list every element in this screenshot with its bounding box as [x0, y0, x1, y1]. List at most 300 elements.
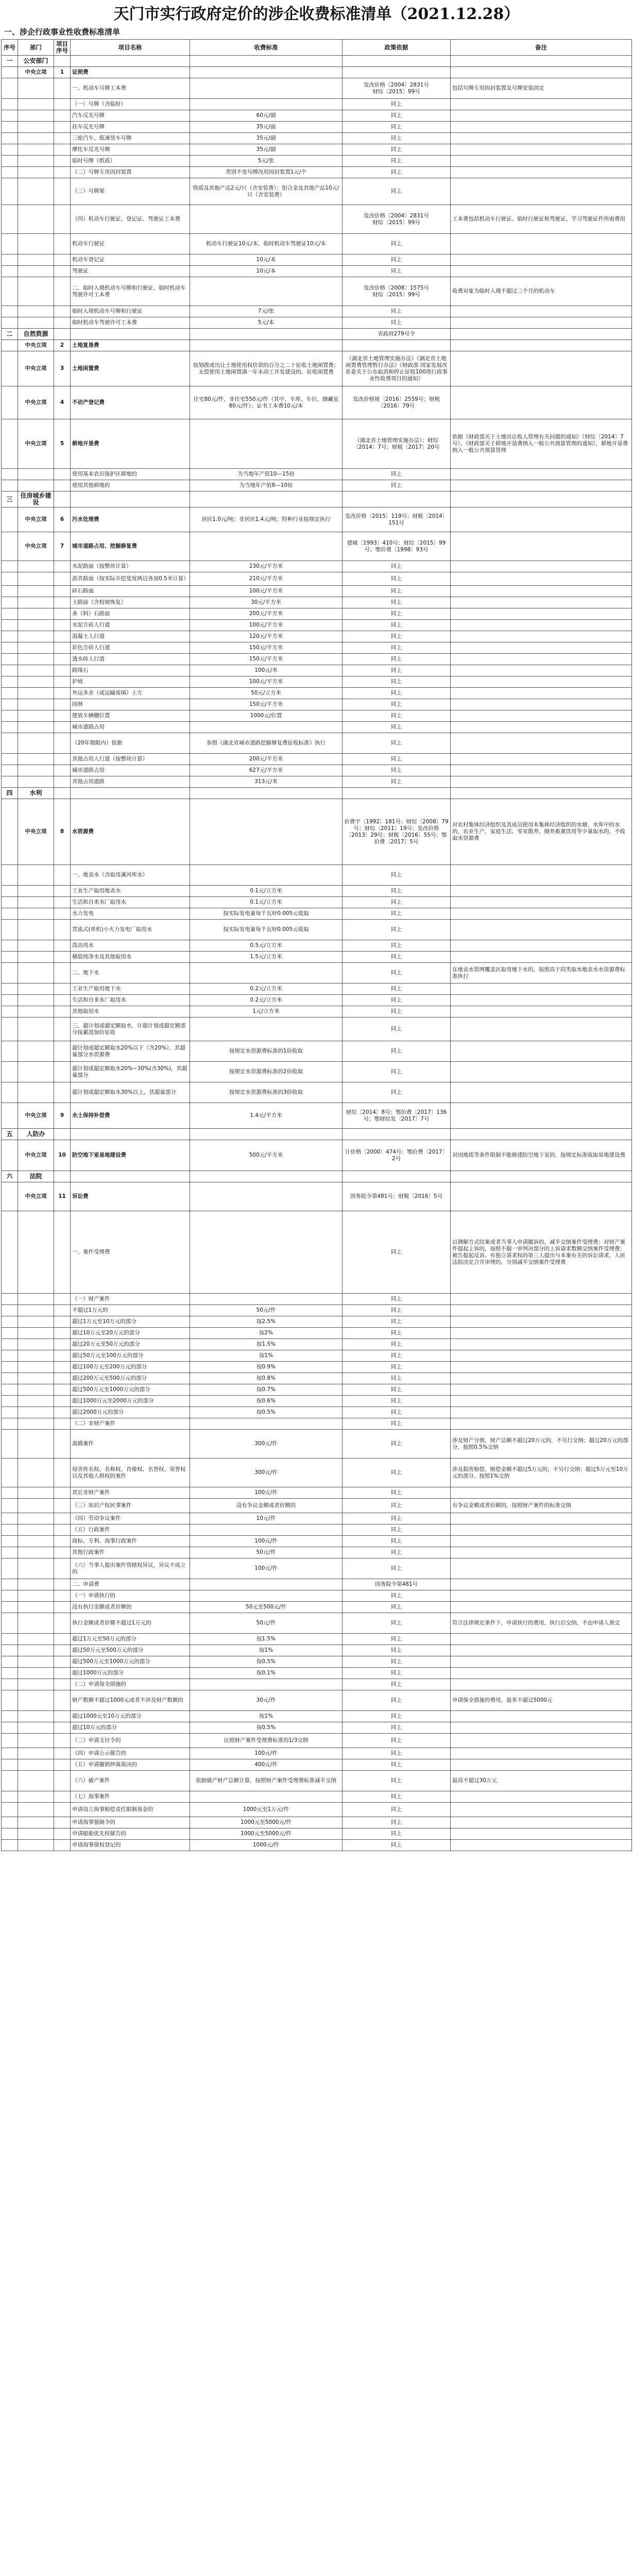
row-remark: [451, 306, 632, 317]
row-standard: 5元/张: [190, 156, 343, 167]
row-remark: 收费对象为临时入境不超过三个月的机动车: [451, 277, 632, 306]
row-standard: 35元/副: [190, 144, 343, 156]
row-index: [2, 1350, 18, 1362]
row-remark: [451, 532, 632, 561]
row-standard: [190, 865, 343, 886]
row-policy: 同上: [343, 665, 451, 676]
row-remark: [451, 1018, 632, 1041]
row-policy: 同上: [343, 676, 451, 688]
row-remark: [451, 952, 632, 963]
table-row: [2, 1634, 632, 1645]
row-policy: 同上: [343, 469, 451, 480]
row-item-no: [54, 1350, 71, 1362]
row-item-name: 申请海事债权登记的: [71, 1840, 190, 1851]
row-index: [2, 1006, 18, 1018]
row-dept: [18, 480, 54, 492]
row-item-name: 彩色方砖人行道: [71, 642, 190, 654]
row-item-name: （三）知识产权民事案件: [71, 1499, 190, 1513]
row-policy: 同上: [343, 765, 451, 776]
row-remark: [451, 329, 632, 340]
row-item-no: [54, 765, 71, 776]
row-dept: [18, 940, 54, 952]
row-index: [2, 469, 18, 480]
table-row: [2, 631, 632, 642]
row-standard: 按实际发电量每千瓦时0.005元收取: [190, 908, 343, 920]
row-dept: [18, 642, 54, 654]
table-row: [2, 886, 632, 897]
row-standard: [190, 532, 343, 561]
row-item-no: [54, 317, 71, 329]
row-standard: 230元/平方米: [190, 561, 343, 572]
row-remark: 涉及损害赔偿，赔偿金额不超过5万元的，不另行交纳；超过5万元至10万元的部分，按照1%交纳: [451, 1459, 632, 1487]
row-policy: 同上: [343, 1668, 451, 1679]
row-remark: [451, 156, 632, 167]
row-item-name: （二）非财产案件: [71, 1418, 190, 1430]
row-remark: [451, 1129, 632, 1140]
row-dept: [18, 722, 54, 733]
category-row: [2, 1171, 632, 1182]
row-item-name: 一、机动车号牌工本费: [71, 78, 190, 99]
row-item-no: [54, 1771, 71, 1791]
row-index: [2, 1590, 18, 1602]
row-standard: 1000元至5000元/件: [190, 1828, 343, 1840]
row-remark: 涉及财产分割，财产总额不超过20万元的，不另行交纳；超过20万元的部分，按照0.5%交纳: [451, 1430, 632, 1459]
row-item-name: 使用其他耕地的: [71, 480, 190, 492]
row-index: [2, 99, 18, 110]
row-index: [2, 386, 18, 419]
row-remark: [451, 255, 632, 266]
row-item-name: 执行金额或者价额不超过1万元的: [71, 1613, 190, 1634]
row-remark: [451, 1350, 632, 1362]
row-policy: 同上: [343, 1711, 451, 1722]
row-item-no: [54, 1656, 71, 1668]
row-policy: 同上: [343, 897, 451, 908]
row-policy: 同上: [343, 1082, 451, 1103]
table-row: [2, 1547, 632, 1558]
row-item-no: [54, 688, 71, 699]
row-item-name: 城市道路占用: [71, 765, 190, 776]
row-standard: 200元/平方米: [190, 608, 343, 620]
table-row: [2, 1373, 632, 1384]
row-standard: 按1%: [190, 1645, 343, 1656]
row-index: [2, 1558, 18, 1579]
row-item-name: （一）号牌（含临时）: [71, 99, 190, 110]
row-index: [2, 1602, 18, 1613]
row-item-no: [54, 234, 71, 255]
row-dept: [18, 665, 54, 676]
row-standard: [190, 1418, 343, 1430]
row-item-name: 防空地下室易地建设费: [71, 1140, 190, 1171]
row-item-name: 临时机动车驾驶许可工本费: [71, 317, 190, 329]
row-item-name: 土路面（含校坡恢复）: [71, 597, 190, 608]
row-standard: 100元/平方米: [190, 586, 343, 597]
table-body: [2, 56, 632, 1851]
row-remark: [451, 1579, 632, 1590]
row-remark: 包括号牌专用固封装置及号牌安装固定: [451, 78, 632, 99]
row-policy: 同上: [343, 1817, 451, 1828]
row-dept: [18, 1018, 54, 1041]
row-dept: [18, 1211, 54, 1294]
row-item-name: 财产数额不超过1000元或者不涉及财产数额的: [71, 1690, 190, 1711]
row-policy: 同上: [343, 1294, 451, 1305]
table-row: [2, 122, 632, 133]
table-row: [2, 144, 632, 156]
table-row: [2, 1524, 632, 1536]
row-remark: [451, 920, 632, 940]
row-item-name: （五）申请撤销仲裁裁决的: [71, 1759, 190, 1771]
row-dept: [18, 920, 54, 940]
row-item-name: （三）申请支付令的: [71, 1734, 190, 1748]
row-item-no: [54, 886, 71, 897]
row-item-name: 驾驶证: [71, 266, 190, 277]
row-index: [2, 952, 18, 963]
table-row: [2, 1558, 632, 1579]
row-standard: 60元/副: [190, 110, 343, 122]
row-dept: [18, 1407, 54, 1418]
table-row: [2, 952, 632, 963]
row-item-no: [54, 754, 71, 765]
row-item-no: [54, 1711, 71, 1722]
col-header-item-name: 项目名称: [71, 40, 190, 56]
table-row: [2, 1062, 632, 1082]
table-row: [2, 1679, 632, 1690]
row-remark: [451, 1759, 632, 1771]
row-item-no: [54, 178, 71, 205]
row-item-no: [54, 722, 71, 733]
row-index: [2, 1547, 18, 1558]
row-item-no: 11: [54, 1182, 71, 1211]
row-policy: 同上: [343, 255, 451, 266]
row-remark: [451, 1734, 632, 1748]
row-policy: 同上: [343, 144, 451, 156]
row-index: [2, 765, 18, 776]
row-remark: [451, 688, 632, 699]
row-remark: [451, 1602, 632, 1613]
row-index: [2, 865, 18, 886]
fee-item-row: [2, 1140, 632, 1171]
row-index: [2, 699, 18, 710]
table-row: [2, 1748, 632, 1759]
row-index: [2, 1668, 18, 1679]
row-item-name: 超过500万元至1000万元的部分: [71, 1656, 190, 1668]
row-remark: [451, 1656, 632, 1668]
row-standard: 1.5元/立方米: [190, 952, 343, 963]
table-row: [2, 1759, 632, 1771]
row-item-no: [54, 908, 71, 920]
row-item-name: 水泥路面（按整块计算）: [71, 561, 190, 572]
row-dept: [18, 984, 54, 995]
row-standard: 50元/立方米: [190, 688, 343, 699]
row-item-name: 诉讼费: [71, 1182, 190, 1211]
row-index: 一: [2, 56, 18, 67]
row-policy: 同上: [343, 1748, 451, 1759]
row-dept: 中央立项: [18, 507, 54, 532]
row-remark: [451, 1418, 632, 1430]
row-dept: 中央立项: [18, 799, 54, 865]
row-dept: [18, 1817, 54, 1828]
row-dept: [18, 1828, 54, 1840]
row-policy: 同上: [343, 1840, 451, 1851]
row-item-no: [54, 1828, 71, 1840]
row-dept: [18, 1748, 54, 1759]
table-row: [2, 1006, 632, 1018]
row-standard: 1000元至1万元/件: [190, 1803, 343, 1817]
row-standard: [190, 1171, 343, 1182]
row-index: [2, 507, 18, 532]
row-policy: 计价格〔2000〕474号；鄂价费〔2017〕2号: [343, 1140, 451, 1171]
row-item-name: 临时号牌（纸质）: [71, 156, 190, 167]
row-remark: [451, 67, 632, 78]
row-policy: 发改价格〔2008〕1575号 财综〔2015〕99号: [343, 277, 451, 306]
row-standard: 按0.7%: [190, 1384, 343, 1396]
row-policy: 同上: [343, 940, 451, 952]
table-row: [2, 1407, 632, 1418]
row-dept: [18, 963, 54, 984]
row-policy: 同上: [343, 178, 451, 205]
row-item-name: 机动车行驶证: [71, 234, 190, 255]
table-row: [2, 1294, 632, 1305]
row-policy: 同上: [343, 865, 451, 886]
category-row: [2, 492, 632, 507]
row-item-name: （六）当事人提出案件管辖权异议，异议不成立的: [71, 1558, 190, 1579]
row-policy: 同上: [343, 1396, 451, 1407]
row-item-no: 8: [54, 799, 71, 865]
row-policy: 同上: [343, 1679, 451, 1690]
row-dept: 中央立项: [18, 386, 54, 419]
row-item-name: 申请设立海事赔偿责任限制基金的: [71, 1803, 190, 1817]
row-policy: 同上: [343, 1316, 451, 1328]
row-index: [2, 984, 18, 995]
row-dept: 中央立项: [18, 1140, 54, 1171]
table-row: [2, 995, 632, 1006]
table-row: [2, 1082, 632, 1103]
row-item-no: [54, 1316, 71, 1328]
row-standard: 1000元至5000元/件: [190, 1817, 343, 1828]
row-dept: [18, 1305, 54, 1316]
row-policy: 同上: [343, 654, 451, 665]
row-item-name: （六）破产案件: [71, 1771, 190, 1791]
row-dept: 中央立项: [18, 1182, 54, 1211]
row-index: [2, 940, 18, 952]
table-row: [2, 99, 632, 110]
row-index: [2, 1018, 18, 1041]
row-standard: 0.2元/立方米: [190, 995, 343, 1006]
fee-item-row: [2, 351, 632, 386]
row-item-no: [54, 586, 71, 597]
row-item-name: 超过1万元至50万元的部分: [71, 1634, 190, 1645]
row-remark: [451, 1645, 632, 1656]
row-standard: 铁质及其他产品2元/只（含安装费）；铝合金及其他产品10元/只（含安装费）: [190, 178, 343, 205]
row-dept: [18, 572, 54, 586]
row-dept: [18, 110, 54, 122]
fee-item-row: [2, 507, 632, 532]
row-standard: 按1.5%: [190, 1634, 343, 1645]
row-remark: [451, 908, 632, 920]
row-item-no: [54, 1748, 71, 1759]
table-row: [2, 608, 632, 620]
row-index: [2, 419, 18, 469]
row-policy: 价费字〔1992〕181号；财综〔2008〕79号；财综〔2011〕19号；发改价格〔2013〕29号；财税〔2016〕55号；鄂价费〔2017〕5号: [343, 799, 451, 865]
row-index: [2, 1041, 18, 1062]
row-item-name: 离婚案件: [71, 1430, 190, 1459]
row-policy: 发改价格〔2004〕2831号 财综〔2015〕99号: [343, 78, 451, 99]
row-policy: 同上: [343, 1547, 451, 1558]
row-dept: 住房城乡建设: [18, 492, 54, 507]
row-index: [2, 1613, 18, 1634]
row-index: [2, 1840, 18, 1851]
col-header-remark: 备注: [451, 40, 632, 56]
row-dept: [18, 1384, 54, 1396]
row-remark: [451, 234, 632, 255]
row-policy: 同上: [343, 167, 451, 178]
row-index: [2, 277, 18, 306]
fee-item-row: [2, 532, 632, 561]
row-item-no: [54, 676, 71, 688]
row-remark: [451, 1840, 632, 1851]
row-item-no: [54, 963, 71, 984]
row-policy: 同上: [343, 561, 451, 572]
row-standard: 为当地年产值8—10倍: [190, 480, 343, 492]
row-standard: 50元/件: [190, 1613, 343, 1634]
row-standard: [190, 1211, 343, 1294]
row-item-name: 超计划或超定额取水20%以下（含20%），其超量部分水资源费: [71, 1041, 190, 1062]
table-row: [2, 1579, 632, 1590]
row-remark: 最高不超过30万元: [451, 1771, 632, 1791]
row-policy: 同上: [343, 1211, 451, 1294]
row-remark: [451, 788, 632, 799]
row-dept: [18, 1791, 54, 1803]
row-index: [2, 1459, 18, 1487]
row-standard: 50元/件: [190, 1547, 343, 1558]
row-standard: [190, 1129, 343, 1140]
row-item-no: [54, 1328, 71, 1339]
row-index: [2, 1791, 18, 1803]
table-row: [2, 266, 632, 277]
row-remark: [451, 1524, 632, 1536]
row-policy: 发改价格规〔2016〕2559号；财税〔2016〕79号: [343, 386, 451, 419]
table-row: [2, 255, 632, 266]
row-policy: 同上: [343, 620, 451, 631]
row-dept: 自然资源: [18, 329, 54, 340]
row-standard: 住宅80元/件，非住宅550元/件（其中，车库、车位、储藏室80元/件）；证书工本费10元/本: [190, 386, 343, 419]
row-dept: [18, 754, 54, 765]
row-policy: 同上: [343, 1362, 451, 1373]
row-item-name: 超过1000万元至2000万元的部分: [71, 1396, 190, 1407]
row-item-no: [54, 1547, 71, 1558]
row-item-no: [54, 1536, 71, 1547]
row-dept: 水利: [18, 788, 54, 799]
row-policy: 同上: [343, 1722, 451, 1734]
row-item-name: 沥青路面（按实际开挖宽度两边各加0.5米计算）: [71, 572, 190, 586]
row-item-no: [54, 865, 71, 886]
row-dept: 中央立项: [18, 340, 54, 351]
row-index: [2, 1499, 18, 1513]
row-standard: 150元/平方米: [190, 642, 343, 654]
row-policy: 同上: [343, 1590, 451, 1602]
table-row: [2, 597, 632, 608]
table-row: [2, 776, 632, 788]
row-dept: [18, 765, 54, 776]
table-row: [2, 908, 632, 920]
row-dept: [18, 1487, 54, 1499]
row-standard: 0.1元/立方米: [190, 886, 343, 897]
row-dept: [18, 1418, 54, 1430]
row-standard: 300元/件: [190, 1430, 343, 1459]
row-policy: [343, 67, 451, 78]
row-standard: [190, 1679, 343, 1690]
row-policy: 同上: [343, 1062, 451, 1082]
table-row: [2, 1396, 632, 1407]
row-item-name: 二、临时入境机动车号牌和行驶证、临时机动车驾驶许可工本费: [71, 277, 190, 306]
table-row: [2, 1722, 632, 1734]
row-policy: 国务院令第481号: [343, 1579, 451, 1590]
row-policy: 《湖北省土地管理实施办法》《湖北省土地闲置费管理暂行办法》《财政部 国家发展改革委关于公布取消和停止征收100项行政事业性收费项目的通知》: [343, 351, 451, 386]
row-standard: [190, 1018, 343, 1041]
row-standard: 30元/平方米: [190, 597, 343, 608]
row-remark: [451, 1328, 632, 1339]
row-remark: 对因地质等条件限制不能修建防空地下室的，按规定标准收取易地建设费: [451, 1140, 632, 1171]
row-item-name: 超过1万元至10万元的部分: [71, 1316, 190, 1328]
table-row: [2, 167, 632, 178]
row-policy: 同上: [343, 480, 451, 492]
row-policy: 同上: [343, 1634, 451, 1645]
row-item-name: （一）申请执行的: [71, 1590, 190, 1602]
row-policy: 同上: [343, 920, 451, 940]
row-index: [2, 1140, 18, 1171]
row-standard: [190, 492, 343, 507]
row-standard: [190, 1579, 343, 1590]
row-item-no: [54, 1396, 71, 1407]
row-policy: [343, 1171, 451, 1182]
row-item-no: [54, 277, 71, 306]
row-dept: [18, 1339, 54, 1350]
row-standard: 1000元/件: [190, 1840, 343, 1851]
row-standard: 居民1.0元/吨；非居民1.4元/吨；特种行业按规定执行: [190, 507, 343, 532]
row-policy: 同上: [343, 995, 451, 1006]
row-item-name: 条（料）石路面: [71, 608, 190, 620]
row-dept: [18, 1294, 54, 1305]
row-remark: [451, 99, 632, 110]
row-standard: 313元/米: [190, 776, 343, 788]
table-row: [2, 1328, 632, 1339]
row-item-no: [54, 1579, 71, 1590]
row-item-no: 2: [54, 340, 71, 351]
row-dept: [18, 1722, 54, 1734]
row-remark: [451, 654, 632, 665]
row-standard: 0.5元/立方米: [190, 940, 343, 952]
row-item-name: 生活和自来水厂取用水: [71, 995, 190, 1006]
row-remark: [451, 984, 632, 995]
row-item-name: 商标、专利、海事行政案件: [71, 1536, 190, 1547]
fee-item-row: [2, 386, 632, 419]
table-row: [2, 572, 632, 586]
table-row: [2, 1041, 632, 1062]
row-policy: 同上: [343, 122, 451, 133]
row-policy: 同上: [343, 1656, 451, 1668]
row-remark: [451, 1803, 632, 1817]
row-item-no: [54, 1524, 71, 1536]
table-row: [2, 676, 632, 688]
table-row: [2, 78, 632, 99]
row-dept: [18, 255, 54, 266]
row-policy: 建城〔1993〕410号；财综〔2015〕99号；鄂价费〔1998〕93号: [343, 532, 451, 561]
row-item-no: [54, 1840, 71, 1851]
row-policy: 同上: [343, 688, 451, 699]
row-index: [2, 351, 18, 386]
row-policy: 同上: [343, 306, 451, 317]
row-index: [2, 908, 18, 920]
row-standard: 100元/件: [190, 1487, 343, 1499]
